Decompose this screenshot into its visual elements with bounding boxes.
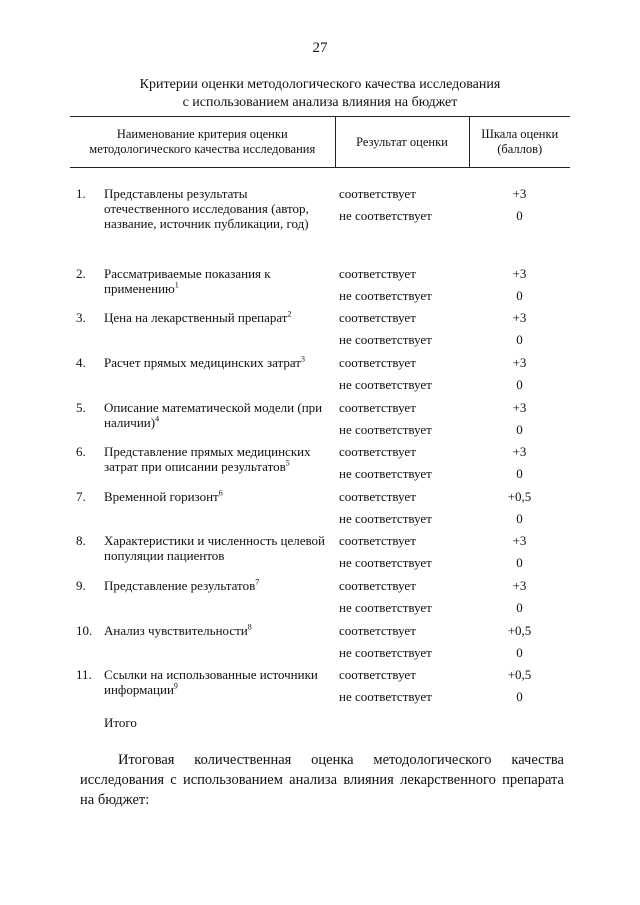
criterion-number: 10. <box>76 623 93 638</box>
score-no: 0 <box>516 600 523 615</box>
result-yes: соответствует <box>339 489 416 504</box>
criterion-text <box>104 266 331 296</box>
criterion-text <box>104 667 331 697</box>
page-title <box>0 76 640 112</box>
table-row <box>70 400 570 444</box>
result-no: не соответствует <box>339 377 432 392</box>
score-cell <box>469 444 570 489</box>
title-line-2: с использованием анализа влияния на бюджет <box>182 95 458 110</box>
result-yes: соответствует <box>339 400 416 415</box>
result-yes: соответствует <box>339 355 416 370</box>
score-cell <box>469 489 570 533</box>
result-no: не соответствует <box>339 600 432 615</box>
score-cell <box>469 355 570 400</box>
closing-paragraph <box>80 750 564 810</box>
score-yes: +3 <box>512 400 527 415</box>
criterion-number: 4. <box>76 355 86 370</box>
criterion-text <box>104 578 331 593</box>
result-cell <box>335 355 469 400</box>
result-no: не соответствует <box>339 555 432 570</box>
score-cell <box>469 266 570 310</box>
table-row <box>70 266 570 310</box>
result-yes: соответствует <box>339 444 416 459</box>
score-no: 0 <box>516 645 523 660</box>
score-yes: +3 <box>512 533 527 548</box>
criterion-cell <box>70 186 335 266</box>
score-cell <box>469 578 570 623</box>
criterion-label: Ссылки на использованные источники информации <box>104 667 318 697</box>
score-cell <box>469 667 570 715</box>
total-label: Итого <box>104 715 137 730</box>
criterion-cell <box>70 310 335 355</box>
criterion-number: 7. <box>76 489 86 504</box>
result-cell <box>335 400 469 444</box>
criterion-number: 6. <box>76 444 86 459</box>
criterion-cell <box>70 623 335 667</box>
score-no: 0 <box>516 208 523 223</box>
table-row <box>70 355 570 400</box>
result-cell <box>335 186 469 266</box>
score-no: 0 <box>516 288 523 303</box>
criterion-cell <box>70 533 335 578</box>
criterion-number: 11. <box>76 667 92 682</box>
result-cell <box>335 578 469 623</box>
result-yes: соответствует <box>339 533 416 548</box>
result-yes: соответствует <box>339 578 416 593</box>
header-criterion: Наименование критерия оценки методологического качества исследования <box>70 117 335 168</box>
result-yes: соответствует <box>339 310 416 325</box>
score-no: 0 <box>516 332 523 347</box>
score-no: 0 <box>516 466 523 481</box>
criterion-number: 8. <box>76 533 86 548</box>
result-cell <box>335 489 469 533</box>
result-no: не соответствует <box>339 689 432 704</box>
criteria-table <box>70 116 570 739</box>
criterion-number: 5. <box>76 400 86 415</box>
criterion-text <box>104 444 331 474</box>
score-cell <box>469 186 570 266</box>
page-number: 27 <box>312 40 328 56</box>
criterion-label: Описание математической модели (при наличии) <box>104 400 323 430</box>
table-row <box>70 667 570 715</box>
criterion-text <box>104 489 331 504</box>
table-header-row <box>70 117 570 168</box>
result-yes: соответствует <box>339 266 416 281</box>
result-cell <box>335 533 469 578</box>
criteria-body <box>70 168 570 740</box>
score-yes: +3 <box>512 444 527 459</box>
score-no: 0 <box>516 555 523 570</box>
header-scale: Шкала оценки (баллов) <box>469 117 570 168</box>
total-cell <box>70 715 335 739</box>
result-no: не соответствует <box>339 466 432 481</box>
result-cell <box>335 266 469 310</box>
footnote-mark: 3 <box>300 354 305 364</box>
result-no: не соответствует <box>339 332 432 347</box>
criterion-text <box>104 355 331 370</box>
table-row <box>70 489 570 533</box>
score-no: 0 <box>516 422 523 437</box>
title-line-1: Критерии оценки методологического качества исследования <box>139 77 501 92</box>
footnote-mark: 6 <box>218 488 223 498</box>
criterion-text <box>104 310 331 325</box>
total-result-cell <box>335 715 469 739</box>
table-row <box>70 578 570 623</box>
result-no: не соответствует <box>339 288 432 303</box>
criterion-label: Характеристики и численность целевой популяции пациентов <box>104 533 325 563</box>
result-no: не соответствует <box>339 422 432 437</box>
criterion-label: Расчет прямых медицинских затрат <box>104 355 301 370</box>
criterion-number: 9. <box>76 578 86 593</box>
criterion-label: Анализ чувствительности <box>104 623 248 638</box>
criterion-text <box>104 400 331 430</box>
score-yes: +0,5 <box>507 489 532 504</box>
total-score-cell <box>469 715 570 739</box>
table-row <box>70 186 570 266</box>
criterion-cell <box>70 667 335 715</box>
criterion-label: Представление прямых медицинских затрат при описании результатов <box>104 444 311 474</box>
score-yes: +3 <box>512 266 527 281</box>
criterion-cell <box>70 400 335 444</box>
footnote-mark: 4 <box>155 414 160 424</box>
score-yes: +0,5 <box>507 623 532 638</box>
criterion-number: 1. <box>76 186 86 201</box>
score-yes: +3 <box>512 355 527 370</box>
criterion-label: Представлены результаты отечественного исследования (автор, название, источник публикации, год) <box>104 186 309 231</box>
criterion-number: 2. <box>76 266 86 281</box>
score-no: 0 <box>516 377 523 392</box>
score-yes: +0,5 <box>507 667 532 682</box>
footnote-mark: 5 <box>285 458 290 468</box>
result-cell <box>335 310 469 355</box>
result-yes: соответствует <box>339 667 416 682</box>
result-no: не соответствует <box>339 645 432 660</box>
result-yes: соответствует <box>339 186 416 201</box>
table-row <box>70 444 570 489</box>
table-row <box>70 533 570 578</box>
footnote-mark: 2 <box>287 309 292 319</box>
footnote-mark: 8 <box>247 622 252 632</box>
table-row <box>70 310 570 355</box>
footnote-mark: 9 <box>173 681 178 691</box>
criterion-text <box>104 186 331 231</box>
result-yes: соответствует <box>339 623 416 638</box>
criterion-label: Цена на лекарственный препарат <box>104 310 288 325</box>
criterion-text <box>104 533 331 563</box>
result-no: не соответствует <box>339 511 432 526</box>
criterion-cell <box>70 578 335 623</box>
criterion-label: Рассматриваемые показания к применению <box>104 266 271 296</box>
result-cell <box>335 444 469 489</box>
result-cell <box>335 667 469 715</box>
score-yes: +3 <box>512 186 527 201</box>
criterion-number: 3. <box>76 310 86 325</box>
criterion-cell <box>70 444 335 489</box>
criterion-label: Представление результатов <box>104 578 256 593</box>
score-no: 0 <box>516 689 523 704</box>
criterion-cell <box>70 266 335 310</box>
total-row <box>70 715 570 739</box>
footnote-mark: 1 <box>174 280 179 290</box>
score-yes: +3 <box>512 310 527 325</box>
result-no: не соответствует <box>339 208 432 223</box>
spacer-row <box>70 168 570 187</box>
score-cell <box>469 310 570 355</box>
score-yes: +3 <box>512 578 527 593</box>
result-cell <box>335 623 469 667</box>
score-no: 0 <box>516 511 523 526</box>
score-cell <box>469 400 570 444</box>
header-result: Результат оценки <box>335 117 469 168</box>
criterion-cell <box>70 355 335 400</box>
criterion-text <box>104 623 331 638</box>
table-row <box>70 623 570 667</box>
criterion-label: Временной горизонт <box>104 489 219 504</box>
criterion-cell <box>70 489 335 533</box>
score-cell <box>469 533 570 578</box>
closing-text: Итоговая количественная оценка методологического качества исследования с использованием анализа влияния лекарственного препарата на бюджет: <box>80 752 564 808</box>
score-cell <box>469 623 570 667</box>
footnote-mark: 7 <box>255 577 260 587</box>
